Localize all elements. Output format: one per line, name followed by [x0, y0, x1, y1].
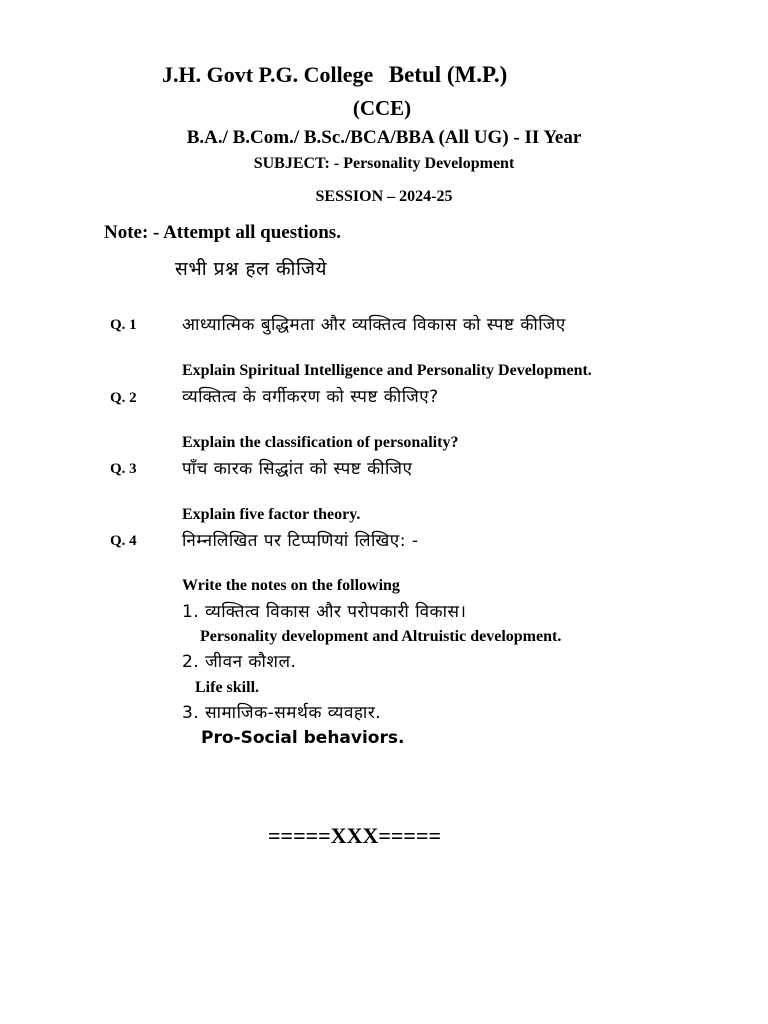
note-hindi: सभी प्रश्न हल कीजिये [175, 258, 328, 280]
question-hindi: व्यक्तित्व के वर्गीकरण को स्पष्ट कीजिए? [182, 387, 439, 407]
session-line: SESSION – 2024-25 [315, 188, 453, 205]
question-english: Explain Spiritual Intelligence and Personality Development. [182, 362, 592, 379]
subitem-english: Pro-Social behaviors. [201, 728, 405, 748]
question-number: Q. 3 [110, 461, 137, 477]
question-number: Q. 1 [110, 317, 137, 333]
footer-mark: =====XXX===== [268, 823, 442, 848]
question-hindi: पाँच कारक सिद्धांत को स्पष्ट कीजिए [182, 459, 413, 479]
question-english: Explain five factor theory. [182, 506, 361, 523]
class-line: B.A./ B.Com./ B.Sc./BCA/BBA (All UG) - II Year [186, 127, 582, 148]
note-english: Note: - Attempt all questions. [104, 222, 341, 243]
college-name: J.H. Govt P.G. College [162, 62, 374, 87]
college-title [162, 62, 507, 88]
question-english: Write the notes on the following [182, 577, 400, 594]
college-city: Betul (M.P.) [388, 62, 508, 87]
subitem-english: Personality development and Altruistic development. [200, 628, 562, 645]
subitem-hindi: 1. व्यक्तित्व विकास और परोपकारी विकास। [182, 602, 467, 622]
question-hindi: आध्यात्मिक बुद्धिमता और व्यक्तित्व विकास को स्पष्ट कीजिए [182, 315, 566, 335]
exam-name: (CCE) [352, 96, 412, 120]
subitem-hindi: 2. जीवन कौशल. [182, 652, 297, 672]
question-english: Explain the classification of personality? [182, 434, 459, 451]
subitem-english: Life skill. [195, 679, 260, 696]
question-number: Q. 2 [110, 390, 137, 406]
subitem-hindi: 3. सामाजिक-समर्थक व्यवहार. [182, 703, 382, 723]
question-number: Q. 4 [110, 533, 137, 549]
subject-line: SUBJECT: - Personality Development [253, 155, 515, 172]
question-hindi: निम्नलिखित पर टिप्पणियां लिखिए: - [182, 531, 419, 551]
